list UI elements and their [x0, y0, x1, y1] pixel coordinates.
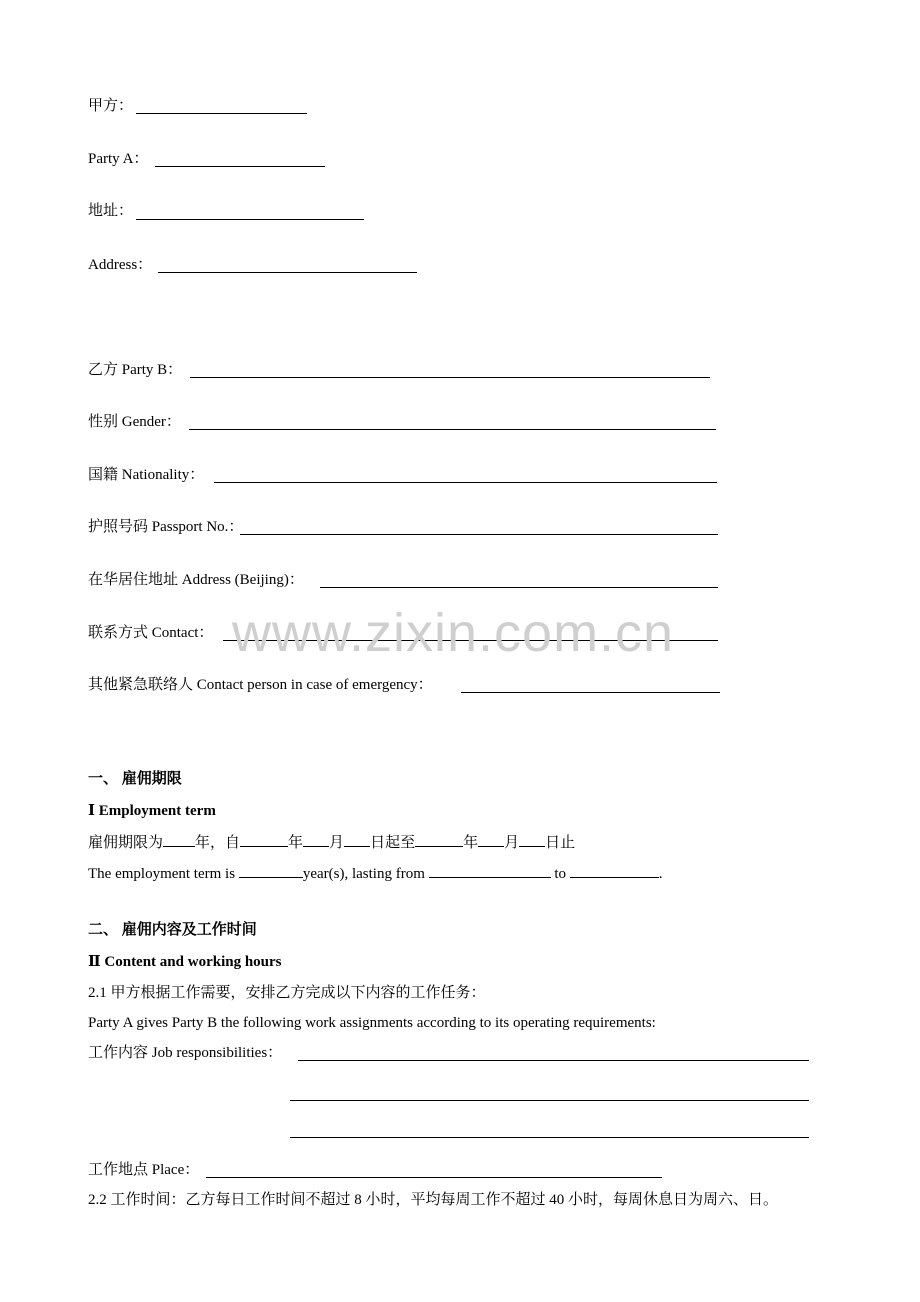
party-a-addr-en-row: [88, 255, 152, 275]
term-en-to-blank[interactable]: [570, 863, 659, 878]
item21-en: Party A gives Party B the following work assignments according to its operating requirements:: [88, 1015, 656, 1031]
section1-heading-zh: 一、 雇佣期限: [88, 771, 182, 787]
term-en-row: [88, 863, 663, 883]
contact-blank[interactable]: [223, 640, 718, 641]
party-b-row: [88, 360, 182, 380]
end-year-blank[interactable]: [415, 832, 463, 847]
job-row: [88, 1043, 282, 1063]
end-day-blank[interactable]: [519, 832, 545, 847]
emergency-row: [88, 675, 433, 695]
emergency-label: 其他紧急联络人 Contact person in case of emergency：: [88, 677, 433, 693]
term-zh-row: [88, 832, 575, 852]
passport-label: 护照号码 Passport No.：: [88, 519, 244, 535]
place-label: 工作地点 Place：: [88, 1162, 200, 1178]
gender-label: 性别 Gender：: [88, 414, 181, 430]
item21-zh: 2.1 甲方根据工作需要，安排乙方完成以下内容的工作任务：: [88, 985, 486, 1001]
gender-row: [88, 412, 181, 432]
job-label: 工作内容 Job responsibilities：: [88, 1045, 283, 1061]
party-a-addr-en-blank[interactable]: [158, 272, 417, 273]
party-a-addr-en-label: Address：: [88, 257, 153, 273]
section2-heading-zh: 二、 雇佣内容及工作时间: [88, 922, 257, 938]
party-a-en-blank[interactable]: [155, 166, 325, 167]
party-a-zh-row: [88, 96, 133, 116]
job-blank-3[interactable]: [290, 1137, 809, 1138]
party-a-addr-zh-blank[interactable]: [136, 219, 364, 220]
term-en-text-2: year(s), lasting from: [302, 866, 429, 882]
party-a-en-row: [88, 149, 148, 169]
term-zh-text-4: 月: [329, 835, 345, 851]
party-a-zh-label: 甲方：: [88, 98, 134, 114]
term-zh-text-7: 月: [504, 835, 520, 851]
term-zh-text-2: 年，自: [195, 835, 241, 851]
item22-zh: 2.2 工作时间：乙方每日工作时间不超过 8 小时，平均每周工作不超过 40 小时，每周休息日为周六、日。: [88, 1192, 779, 1208]
party-b-label: 乙方 Party B：: [88, 362, 183, 378]
end-month-blank[interactable]: [478, 832, 504, 847]
term-en-from-blank[interactable]: [429, 863, 551, 878]
gender-blank[interactable]: [189, 429, 716, 430]
term-zh-text-8: 日止: [545, 835, 576, 851]
term-zh-text-3: 年: [288, 835, 304, 851]
start-day-blank[interactable]: [344, 832, 370, 847]
term-zh-text-1: 雇佣期限为: [88, 835, 164, 851]
party-a-zh-blank[interactable]: [136, 113, 307, 114]
party-a-addr-zh-label: 地址：: [88, 203, 134, 219]
term-zh-text-6: 年: [463, 835, 479, 851]
emergency-blank[interactable]: [461, 692, 720, 693]
nationality-blank[interactable]: [214, 482, 717, 483]
party-a-en-label: Party A：: [88, 151, 149, 167]
contact-label: 联系方式 Contact：: [88, 625, 214, 641]
address-beijing-blank[interactable]: [320, 587, 718, 588]
job-blank-1[interactable]: [298, 1060, 809, 1061]
watermark: www.zixin.com.cn: [232, 603, 675, 663]
place-row: [88, 1160, 199, 1180]
party-a-addr-zh-row: [88, 201, 133, 221]
term-en-text-3: to: [550, 866, 570, 882]
party-b-blank[interactable]: [190, 377, 710, 378]
contact-row: [88, 623, 213, 643]
start-month-blank[interactable]: [303, 832, 329, 847]
section1-heading-en: Ⅰ Employment term: [88, 803, 216, 819]
term-en-years-blank[interactable]: [239, 863, 303, 878]
passport-blank[interactable]: [240, 534, 718, 535]
term-en-text-1: The employment term is: [88, 866, 239, 882]
passport-row: [88, 517, 243, 537]
address-beijing-row: [88, 570, 304, 590]
term-en-text-4: .: [658, 866, 663, 882]
term-years-blank[interactable]: [163, 832, 195, 847]
start-year-blank[interactable]: [240, 832, 288, 847]
nationality-row: [88, 465, 204, 485]
section2-heading-en: Ⅱ Content and working hours: [88, 954, 282, 970]
nationality-label: 国籍 Nationality：: [88, 467, 205, 483]
address-beijing-label: 在华居住地址 Address (Beijing)：: [88, 572, 304, 588]
place-blank[interactable]: [206, 1177, 662, 1178]
term-zh-text-5: 日起至: [370, 835, 416, 851]
job-blank-2[interactable]: [290, 1100, 809, 1101]
